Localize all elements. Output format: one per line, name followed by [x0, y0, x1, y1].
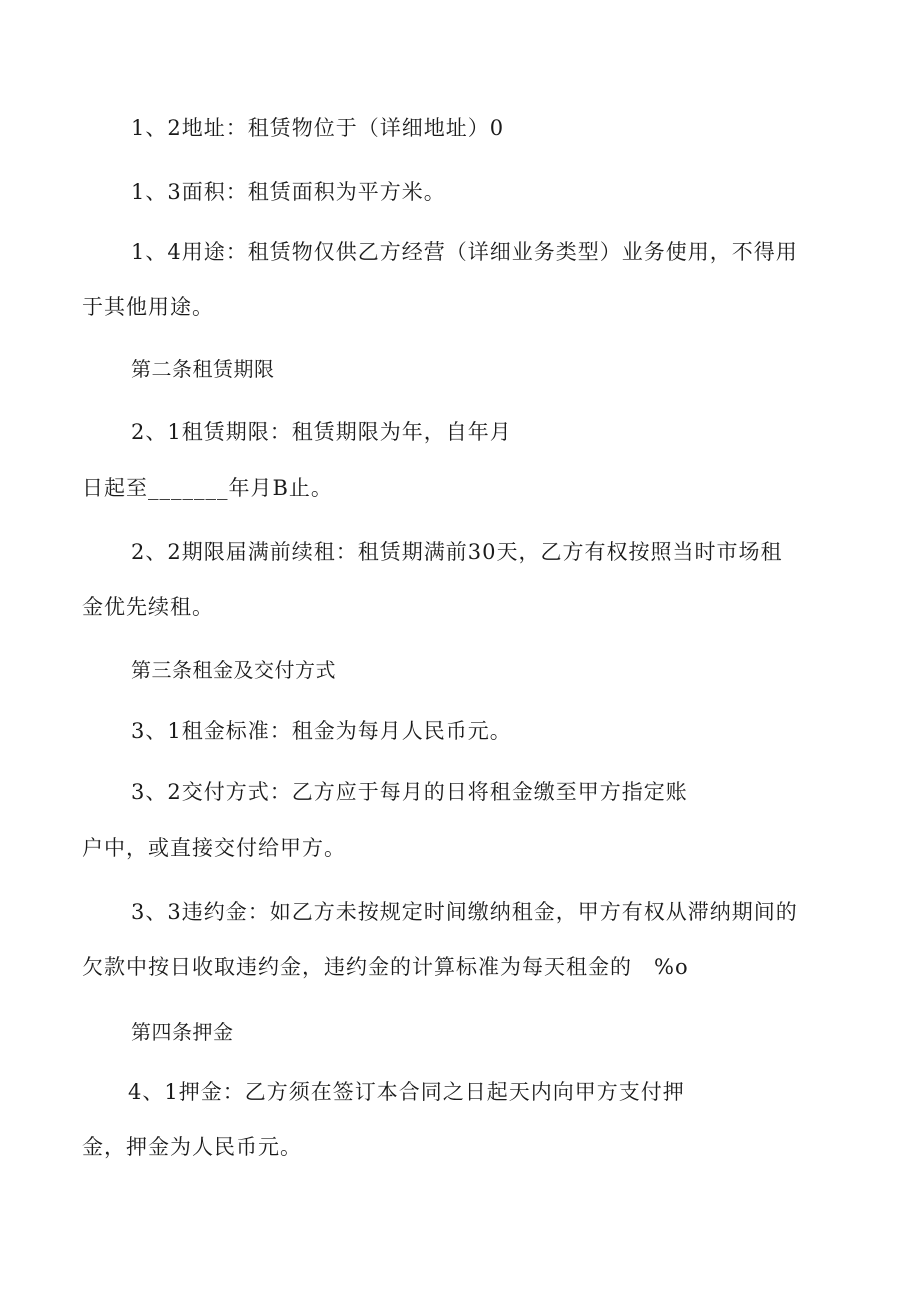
clause-3-3-penalty-cont: 欠款中按日收取违约金，违约金的计算标准为每天租金的 %o — [82, 955, 689, 979]
clause-3-1-rent: 3、1租金标准：租金为每月人民币元。 — [131, 719, 512, 743]
clause-2-1-term: 2、1租赁期限：租赁期限为年，自年月 — [131, 420, 512, 444]
clause-1-4-usage: 1、4用途：租赁物仅供乙方经营（详细业务类型）业务使用，不得用 — [131, 240, 798, 264]
clause-3-2-payment: 3、2交付方式：乙方应于每月的日将租金缴至甲方指定账 — [131, 780, 688, 804]
clause-3-3-penalty: 3、3违约金：如乙方未按规定时间缴纳租金，甲方有权从滞纳期间的 — [131, 900, 798, 924]
clause-2-2-renewal-cont: 金优先续租。 — [82, 595, 214, 619]
section-2-heading: 第二条租赁期限 — [131, 357, 275, 381]
clause-2-1-term-cont: 日起至_______年月B止。 — [82, 476, 333, 500]
clause-1-2-address: 1、2地址：租赁物位于（详细地址）0 — [131, 116, 505, 140]
clause-4-1-deposit: 4、1押金：乙方须在签订本合同之日起天内向甲方支付押 — [128, 1080, 685, 1104]
section-3-heading: 第三条租金及交付方式 — [131, 658, 336, 682]
clause-4-1-deposit-cont: 金，押金为人民币元。 — [82, 1135, 302, 1159]
section-4-heading: 第四条押金 — [131, 1020, 234, 1044]
clause-1-3-area: 1、3面积：租赁面积为平方米。 — [131, 180, 446, 204]
clause-3-2-payment-cont: 户中，或直接交付给甲方。 — [82, 836, 346, 860]
clause-1-4-usage-cont: 于其他用途。 — [82, 295, 214, 319]
clause-2-2-renewal: 2、2期限届满前续租：租赁期满前30天，乙方有权按照当时市场租 — [131, 540, 783, 564]
